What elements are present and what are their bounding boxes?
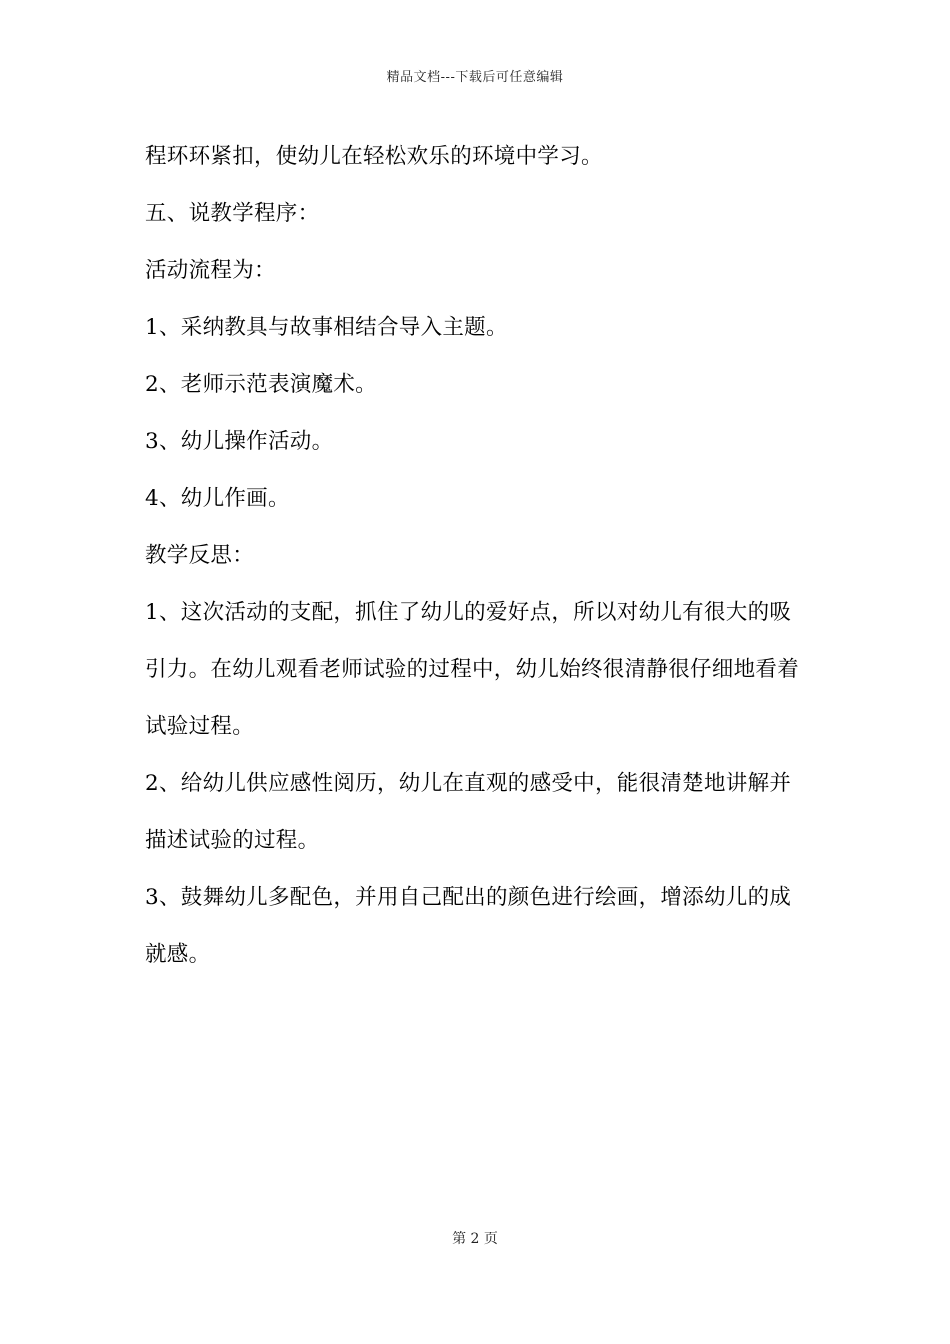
paragraph-intro-continuation: 程环环紧扣，使幼儿在轻松欢乐的环境中学习。 (145, 144, 603, 169)
reflection-heading: 教学反思： (145, 543, 255, 568)
page-number: 第 2 页 (452, 1231, 498, 1247)
reflection-item-3: 3、鼓舞幼儿多配色，并用自己配出的颜色进行绘画，增添幼儿的成就感。 (145, 885, 792, 967)
flow-step-2: 2、老师示范表演魔术。 (145, 372, 377, 397)
reflection-item-1: 1、这次活动的支配，抓住了幼儿的爱好点，所以对幼儿有很大的吸引力。在幼儿观看老师试验的过程中，幼儿始终很清静很仔细地看着试验过程。 (145, 600, 800, 739)
reflection-item-2: 2、给幼儿供应感性阅历，幼儿在直观的感受中，能很清楚地讲解并描述试验的过程。 (145, 771, 792, 853)
flow-step-4: 4、幼儿作画。 (145, 486, 290, 511)
page-header: 精品文档---下载后可任意编辑 (386, 70, 564, 85)
flow-step-1: 1、采纳教具与故事相结合导入主题。 (145, 315, 508, 340)
activity-flow-heading: 活动流程为： (145, 258, 276, 283)
document-body (145, 128, 810, 983)
section-heading-teaching-procedure: 五、说教学程序： (145, 201, 320, 226)
flow-step-3: 3、幼儿操作活动。 (145, 429, 334, 454)
